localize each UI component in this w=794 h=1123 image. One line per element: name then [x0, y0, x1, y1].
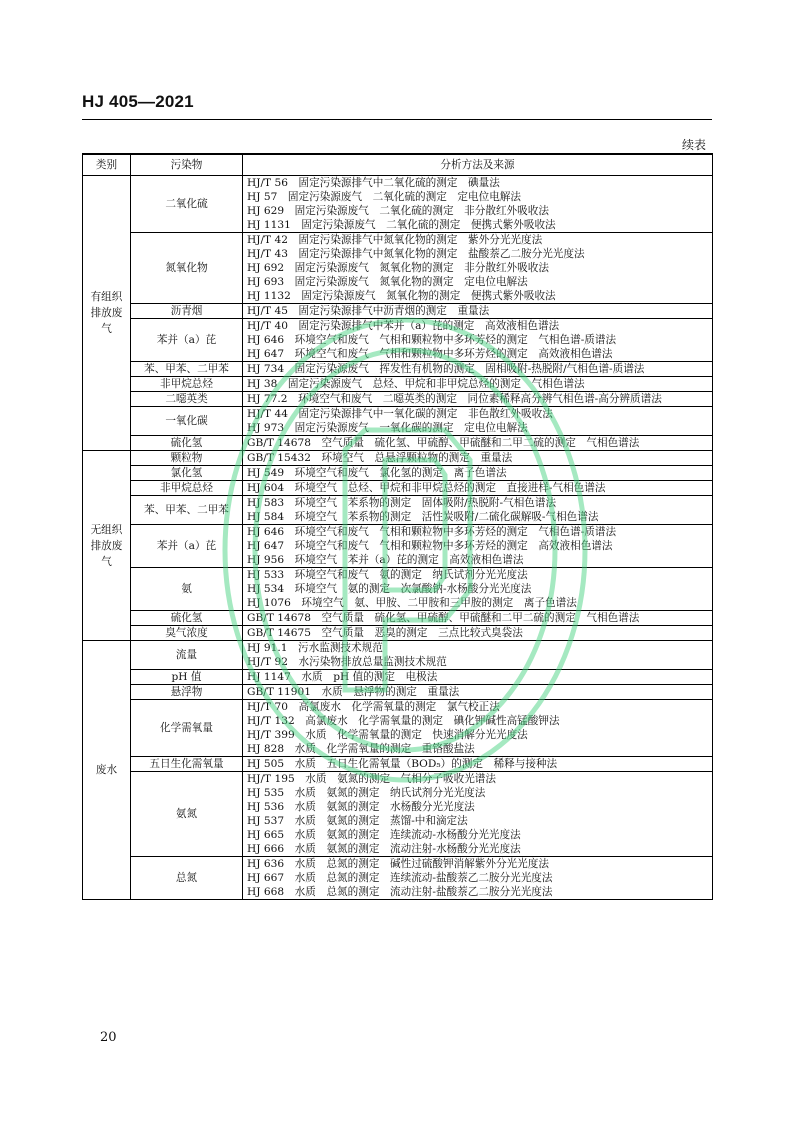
method-line: HJ 973 固定污染源废气 一氧化碳的测定 定电位电解法	[247, 422, 528, 434]
pollutant-cell: 硫化氢	[131, 436, 243, 451]
pollutant-cell: 二噁英类	[131, 392, 243, 407]
method-line: HJ 536 水质 氨氮的测定 水杨酸分光光度法	[247, 801, 475, 813]
method-cell	[243, 451, 713, 466]
table-row	[83, 451, 713, 466]
method-line: HJ 956 环境空气 苯并（a）芘的测定 高效液相色谱法	[247, 554, 524, 566]
table-row	[83, 176, 713, 233]
category-label: 有组织排放废气	[90, 291, 123, 335]
method-cell	[243, 772, 713, 857]
pollutant-cell: 苯并（a）芘	[131, 319, 243, 362]
pollutant-cell: 苯、甲苯、二甲苯	[131, 362, 243, 377]
column-header-pollutant: 污染物	[131, 154, 243, 176]
pollutant-cell: 苯、甲苯、二甲苯	[131, 496, 243, 525]
method-line: HJ 636 水质 总氮的测定 碱性过硫酸钾消解紫外分光光度法	[247, 858, 549, 870]
pollutant-cell: 非甲烷总烃	[131, 377, 243, 392]
table-row	[83, 670, 713, 685]
page-number: 20	[100, 1030, 117, 1045]
method-line: HJ 647 环境空气和废气 气相和颗粒物中多环芳烃的测定 高效液相色谱法	[247, 540, 613, 552]
category-cell	[83, 176, 131, 451]
method-line: HJ 535 水质 氨氮的测定 纳氏试剂分光光度法	[247, 787, 486, 799]
method-line: HJ 828 水质 化学需氧量的测定 重铬酸盐法	[247, 743, 475, 755]
table-row	[83, 611, 713, 626]
method-line: HJ 534 环境空气 氨的测定 次氯酸钠-水杨酸分光光度法	[247, 583, 532, 595]
method-line: HJ 647 环境空气和废气 气相和颗粒物中多环芳烃的测定 高效液相色谱法	[247, 348, 613, 360]
method-cell	[243, 496, 713, 525]
method-line: HJ 1132 固定污染源废气 氮氧化物的测定 便携式紫外吸收法	[247, 290, 556, 302]
pollutant-cell: 硫化氢	[131, 611, 243, 626]
method-line: HJ 668 水质 总氮的测定 流动注射-盐酸萘乙二胺分光光度法	[247, 886, 553, 898]
method-line: HJ/T 43 固定污染源排气中氮氧化物的测定 盐酸萘乙二胺分光光度法	[247, 248, 585, 260]
method-line: HJ 667 水质 总氮的测定 连续流动-盐酸萘乙二胺分光光度法	[247, 872, 553, 884]
method-line: HJ/T 195 水质 氨氮的测定 气相分子吸收光谱法	[247, 773, 496, 785]
method-line: HJ 583 环境空气 苯系物的测定 固体吸附/热脱附-气相色谱法	[247, 497, 557, 509]
table-row	[83, 392, 713, 407]
method-cell	[243, 392, 713, 407]
method-line: GB/T 14678 空气质量 硫化氢、甲硫醇、甲硫醚和二甲二硫的测定 气相色谱法	[247, 437, 640, 449]
method-cell	[243, 407, 713, 436]
method-line: HJ/T 399 水质 化学需氧量的测定 快速消解分光光度法	[247, 729, 528, 741]
table-row	[83, 641, 713, 670]
method-line: HJ 549 环境空气和废气 氯化氢的测定 离子色谱法	[247, 467, 507, 479]
method-line: HJ/T 56 固定污染源排气中二氧化硫的测定 碘量法	[247, 177, 500, 189]
table-row	[83, 319, 713, 362]
pollutant-cell: 一氧化碳	[131, 407, 243, 436]
method-cell	[243, 233, 713, 304]
method-line: GB/T 11901 水质 悬浮物的测定 重量法	[247, 686, 460, 698]
method-line: HJ 1147 水质 pH 值的测定 电极法	[247, 671, 438, 683]
method-cell	[243, 466, 713, 481]
method-line: HJ/T 40 固定污染源排气中苯并（a）芘的测定 高效液相色谱法	[247, 320, 560, 332]
method-cell	[243, 757, 713, 772]
method-line: HJ/T 92 水污染物排放总量监测技术规范	[247, 656, 447, 668]
pollutant-cell: 流量	[131, 641, 243, 670]
method-cell	[243, 611, 713, 626]
method-line: GB/T 14678 空气质量 硫化氢、甲硫醇、甲硫醚和二甲二硫的测定 气相色谱法	[247, 612, 640, 624]
pollutant-cell: 五日生化需氧量	[131, 757, 243, 772]
method-line: HJ 533 环境空气和废气 氨的测定 纳氏试剂分光光度法	[247, 569, 528, 581]
table-row	[83, 757, 713, 772]
table-row	[83, 466, 713, 481]
method-cell	[243, 436, 713, 451]
pollutant-cell: 二氧化硫	[131, 176, 243, 233]
method-cell	[243, 626, 713, 641]
method-cell	[243, 568, 713, 611]
method-line: HJ 505 水质 五日生化需氧量（BOD₅）的测定 稀释与接种法	[247, 758, 558, 770]
method-cell	[243, 377, 713, 392]
pollutant-cell: 化学需氧量	[131, 700, 243, 757]
pollutant-cell: 总氮	[131, 857, 243, 900]
pollutant-cell: 氮氧化物	[131, 233, 243, 304]
category-label: 废水	[95, 764, 118, 776]
table-row	[83, 626, 713, 641]
method-line: HJ 91.1 污水监测技术规范	[247, 642, 383, 654]
method-cell	[243, 525, 713, 568]
method-cell	[243, 176, 713, 233]
pollutant-cell: 苯并（a）芘	[131, 525, 243, 568]
method-line: HJ 57 固定污染源废气 二氧化硫的测定 定电位电解法	[247, 191, 521, 203]
column-header-category: 类别	[83, 154, 131, 176]
method-line: HJ/T 70 高氯废水 化学需氧量的测定 氯气校正法	[247, 701, 500, 713]
pollutant-cell: pH 值	[131, 670, 243, 685]
table-row	[83, 700, 713, 757]
method-line: HJ/T 44 固定污染源排气中一氧化碳的测定 非色散红外吸收法	[247, 408, 553, 420]
table-row	[83, 362, 713, 377]
method-line: GB/T 15432 环境空气 总悬浮颗粒物的测定 重量法	[247, 452, 513, 464]
method-line: HJ 693 固定污染源废气 氮氧化物的测定 定电位电解法	[247, 276, 528, 288]
pollutant-cell: 氨	[131, 568, 243, 611]
method-cell	[243, 670, 713, 685]
method-cell	[243, 481, 713, 496]
table-row	[83, 772, 713, 857]
method-cell	[243, 700, 713, 757]
pollutant-cell: 非甲烷总烃	[131, 481, 243, 496]
method-line: HJ 584 环境空气 苯系物的测定 活性炭吸附/二硫化碳解吸-气相色谱法	[247, 511, 599, 523]
method-line: HJ/T 132 高氯废水 化学需氧量的测定 碘化钾碱性高锰酸钾法	[247, 715, 560, 727]
method-line: HJ 734 固定污染源废气 挥发性有机物的测定 固相吸附-热脱附/气相色谱-质谱法	[247, 363, 645, 375]
table-row	[83, 496, 713, 525]
method-line: GB/T 14675 空气质量 恶臭的测定 三点比较式臭袋法	[247, 627, 523, 639]
method-line: HJ 604 环境空气 总烃、甲烷和非甲烷总烃的测定 直接进样-气相色谱法	[247, 482, 606, 494]
standard-code: HJ 405—2021	[82, 92, 194, 111]
method-line: HJ 1131 固定污染源废气 二氧化硫的测定 便携式紫外吸收法	[247, 219, 556, 231]
method-cell	[243, 685, 713, 700]
table-row	[83, 568, 713, 611]
table-row	[83, 857, 713, 900]
method-line: HJ 666 水质 氨氮的测定 流动注射-水杨酸分光光度法	[247, 843, 521, 855]
table-row	[83, 525, 713, 568]
method-line: HJ 629 固定污染源废气 二氧化硫的测定 非分散红外吸收法	[247, 205, 549, 217]
method-cell	[243, 641, 713, 670]
method-line: HJ 692 固定污染源废气 氮氧化物的测定 非分散红外吸收法	[247, 262, 549, 274]
method-line: HJ/T 42 固定污染源排气中氮氧化物的测定 紫外分光光度法	[247, 234, 543, 246]
pollutant-cell: 氯化氢	[131, 466, 243, 481]
method-line: HJ 38 固定污染源废气 总烃、甲烷和非甲烷总烃的测定 气相色谱法	[247, 378, 585, 390]
continued-label: 续表	[681, 138, 706, 152]
method-line: HJ 646 环境空气和废气 气相和颗粒物中多环芳烃的测定 气相色谱-质谱法	[247, 334, 617, 346]
table-row	[83, 233, 713, 304]
monitoring-methods-table	[82, 153, 713, 900]
method-line: HJ 646 环境空气和废气 气相和颗粒物中多环芳烃的测定 气相色谱-质谱法	[247, 526, 617, 538]
column-header-method: 分析方法及来源	[243, 154, 713, 176]
table-body	[83, 176, 713, 900]
pollutant-cell: 悬浮物	[131, 685, 243, 700]
pollutant-cell: 颗粒物	[131, 451, 243, 466]
category-cell	[83, 451, 131, 641]
table-header-row	[83, 154, 713, 176]
pollutant-cell: 沥青烟	[131, 304, 243, 319]
category-cell	[83, 641, 131, 900]
pollutant-cell: 氨氮	[131, 772, 243, 857]
table-row	[83, 685, 713, 700]
method-cell	[243, 304, 713, 319]
category-label: 无组织排放废气	[90, 523, 123, 568]
method-cell	[243, 319, 713, 362]
table-row	[83, 304, 713, 319]
table-row	[83, 377, 713, 392]
method-cell	[243, 857, 713, 900]
method-line: HJ 537 水质 氨氮的测定 蒸馏-中和滴定法	[247, 815, 468, 827]
header-rule	[82, 119, 712, 120]
method-line: HJ/T 45 固定污染源排气中沥青烟的测定 重量法	[247, 305, 490, 317]
table-row	[83, 481, 713, 496]
method-line: HJ 665 水质 氨氮的测定 连续流动-水杨酸分光光度法	[247, 829, 521, 841]
table-row	[83, 436, 713, 451]
table-row	[83, 407, 713, 436]
pollutant-cell: 臭气浓度	[131, 626, 243, 641]
method-line: HJ 77.2 环境空气和废气 二噁英类的测定 同位素稀释高分辨气相色谱-高分辨质谱法	[247, 393, 662, 405]
method-line: HJ 1076 环境空气 氨、甲胺、二甲胺和三甲胺的测定 离子色谱法	[247, 597, 577, 609]
method-cell	[243, 362, 713, 377]
